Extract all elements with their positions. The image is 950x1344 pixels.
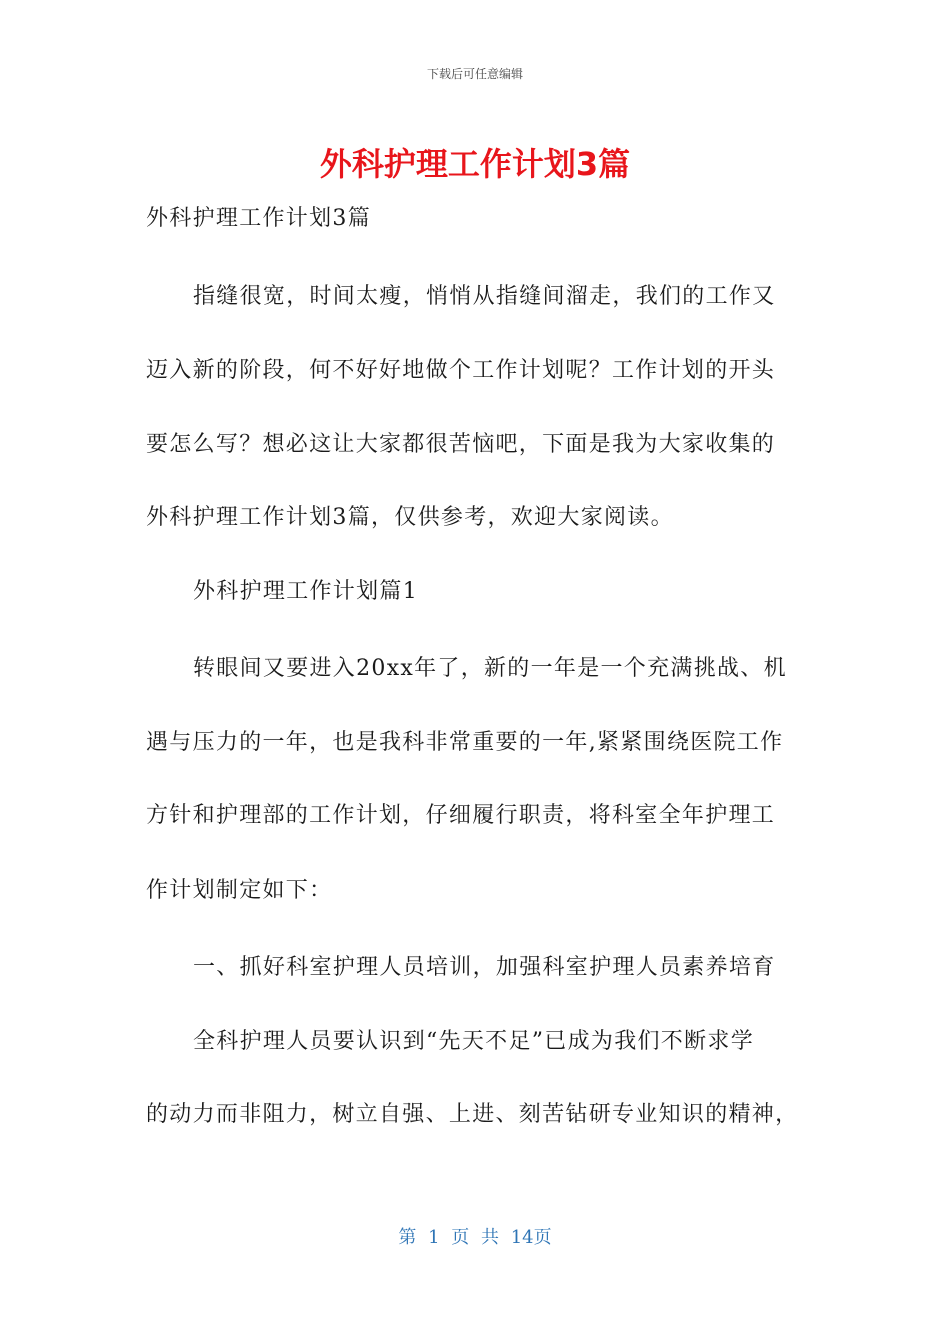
text-line-4: 要怎么写？想必这让大家都很苦恼吧，下面是我为大家收集的 (146, 432, 776, 457)
text-line-10: 作计划制定如下： (146, 878, 333, 903)
text-line-12: 全科护理人员要认识到“先天不足”已成为我们不断求学 (193, 1029, 754, 1054)
text-line-1: 外科护理工作计划3篇 (146, 206, 371, 231)
text-line-7: 转眼间又要进入20xx年了，新的一年是一个充满挑战、机 (193, 656, 787, 681)
subsection-heading-1: 一、抓好科室护理人员培训，加强科室护理人员素养培育 (193, 955, 776, 980)
section-heading-1: 外科护理工作计划篇1 (193, 579, 418, 604)
text-line-2: 指缝很宽，时间太瘦，悄悄从指缝间溜走，我们的工作又 (193, 284, 776, 309)
text-line-3: 迈入新的阶段，何不好好地做个工作计划呢？工作计划的开头 (146, 358, 776, 383)
text-line-9: 方针和护理部的工作计划，仔细履行职责，将科室全年护理工 (146, 803, 776, 828)
document-title: 外科护理工作计划3篇 (319, 145, 631, 183)
page-number-indicator: 第 1 页 共 14页 (398, 1227, 552, 1248)
text-line-8: 遇与压力的一年，也是我科非常重要的一年,紧紧围绕医院工作 (146, 730, 784, 755)
text-line-5: 外科护理工作计划3篇，仅供参考，欢迎大家阅读。 (146, 505, 674, 530)
page-header-note: 下载后可任意编辑 (426, 67, 523, 81)
text-line-13: 的动力而非阻力，树立自强、上进、刻苦钻研专业知识的精神， (146, 1102, 799, 1127)
